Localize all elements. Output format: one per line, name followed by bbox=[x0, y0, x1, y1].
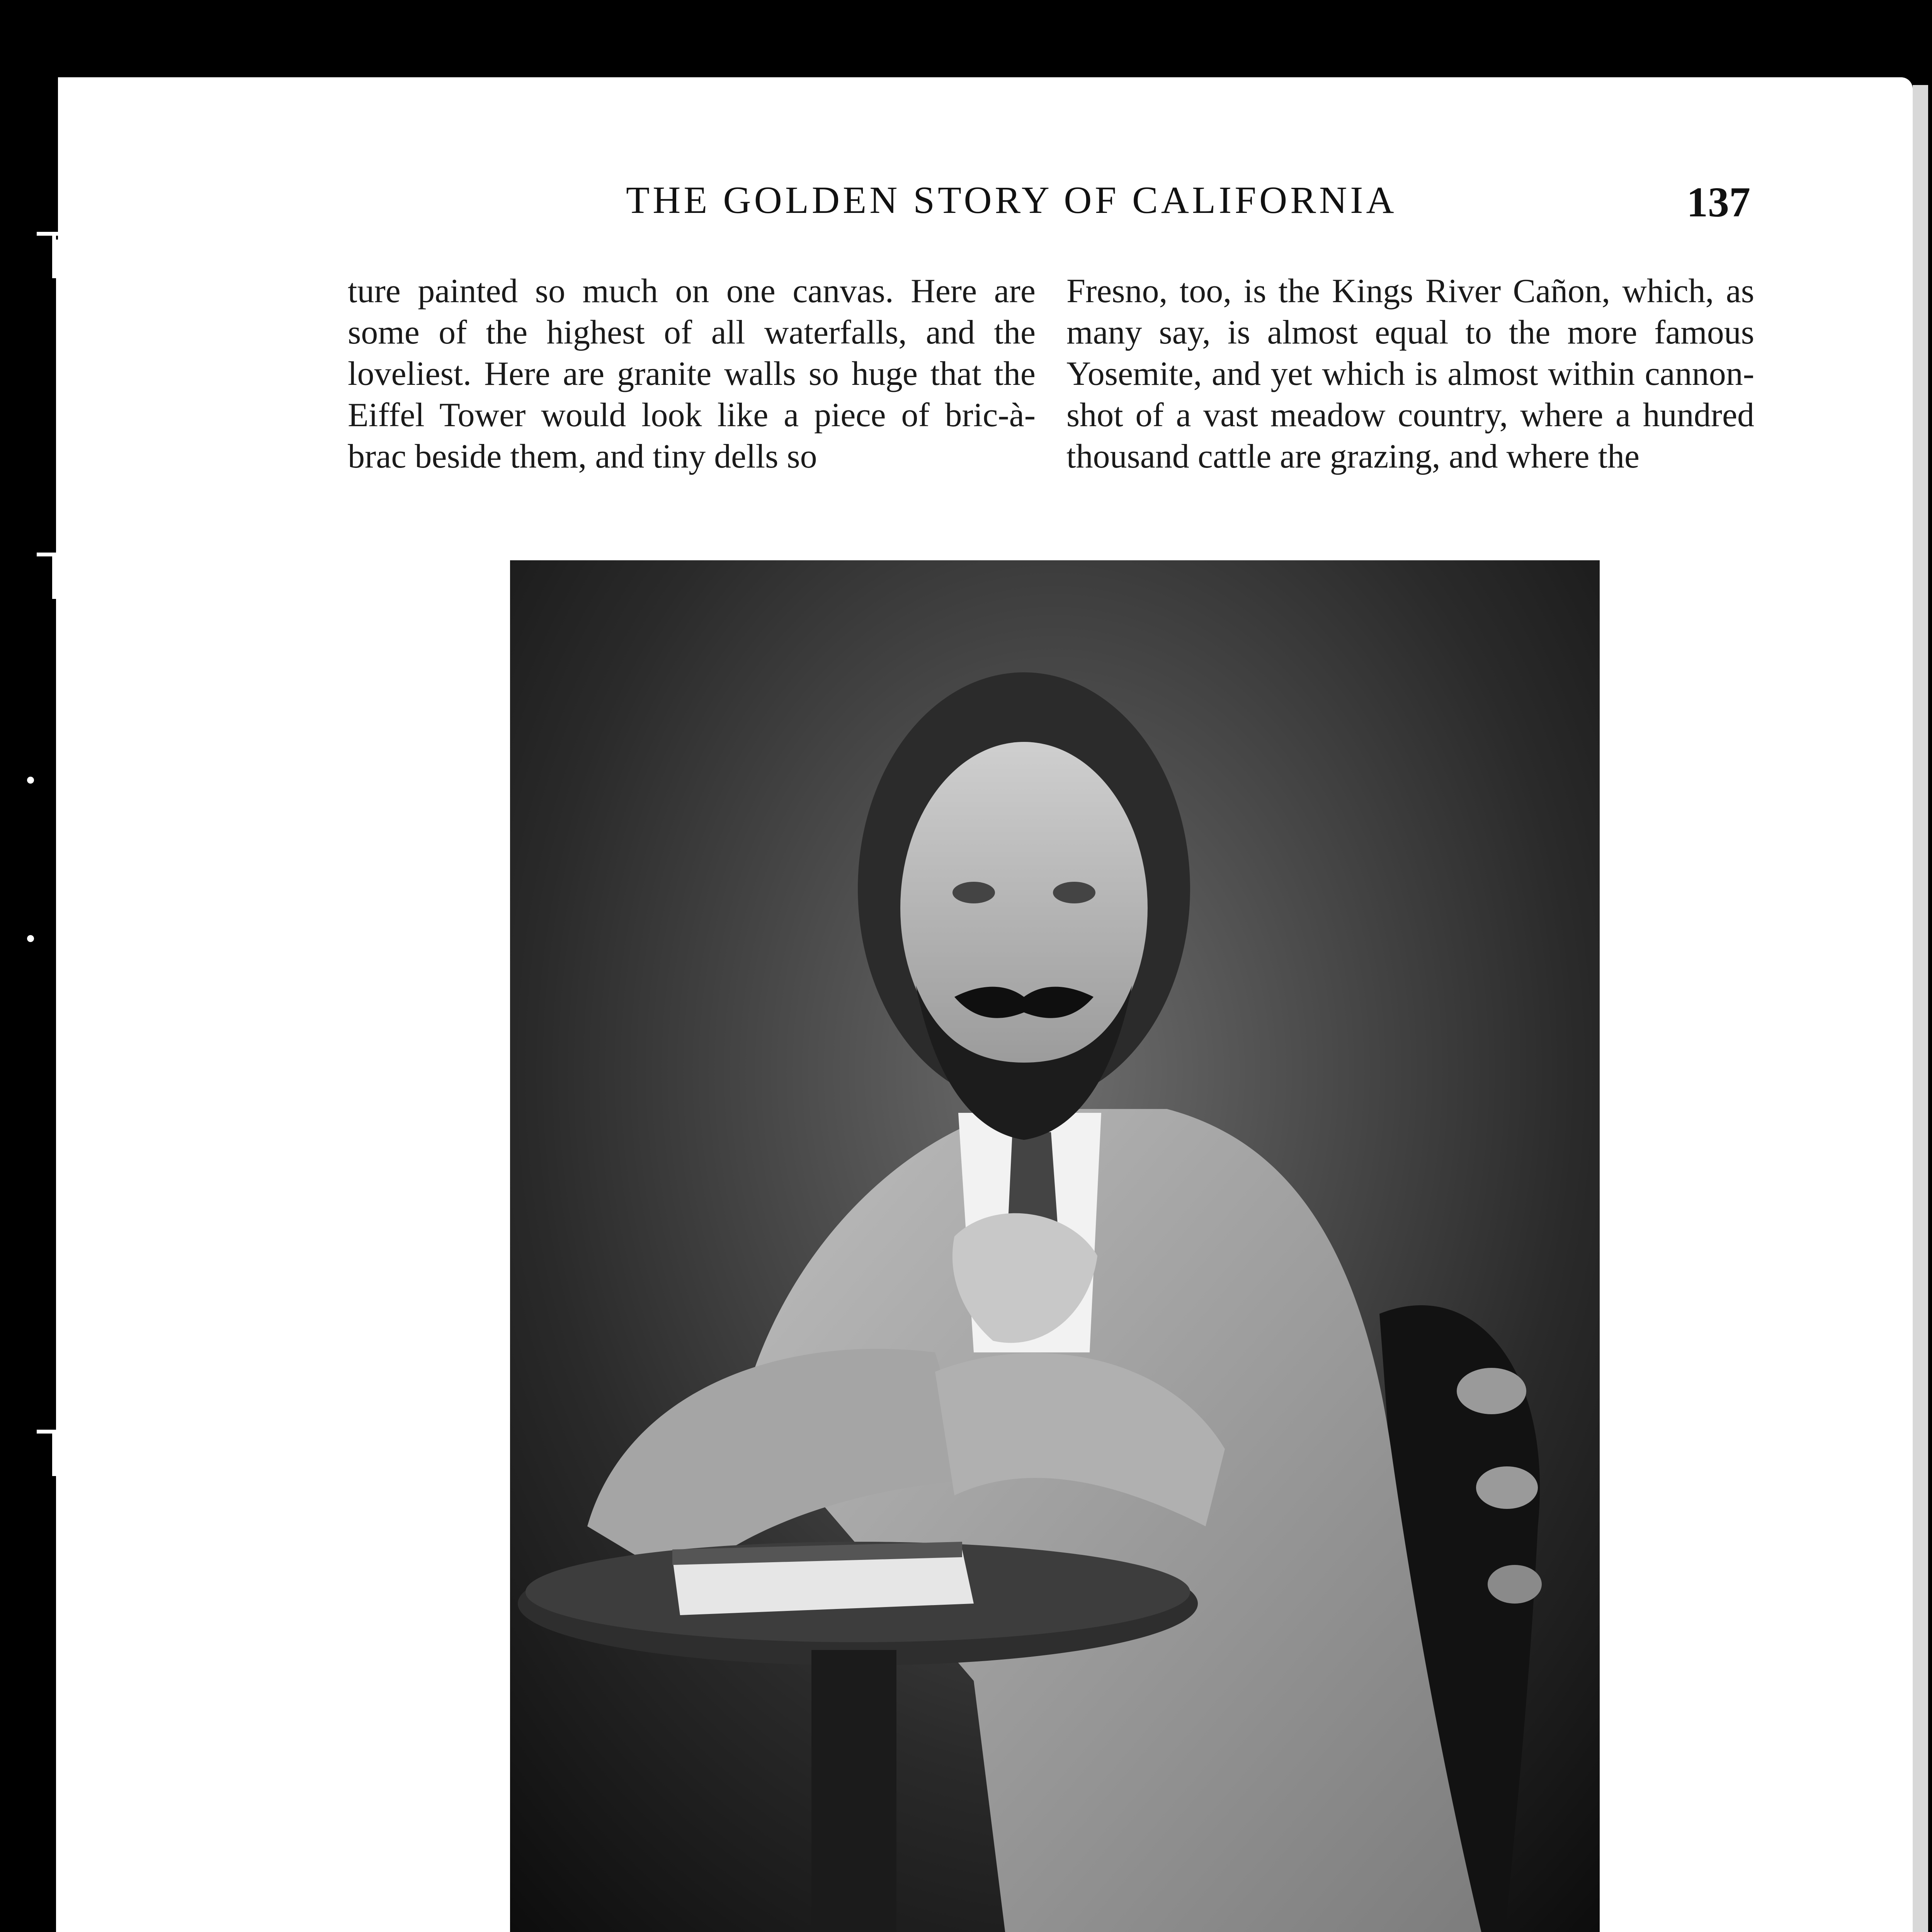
running-title: THE GOLDEN STORY OF CALIFORNIA bbox=[626, 179, 1397, 221]
paragraph: ture painted so much on one canvas. Here are some of the highest of all waterfalls, and the loveliest. Here are granite walls so huge that the Eiffel Tower would look like a piece of bric-à-brac beside them, and tiny dells so bbox=[348, 272, 1036, 475]
margin-speck bbox=[27, 935, 34, 942]
running-header bbox=[348, 178, 1750, 236]
page-number: 137 bbox=[1687, 179, 1750, 226]
portrait-photograph bbox=[510, 560, 1600, 1932]
binding-stitch bbox=[37, 553, 95, 556]
binding-stitch bbox=[37, 232, 95, 236]
binding-thread bbox=[56, 240, 60, 1932]
margin-speck bbox=[27, 777, 34, 784]
binding-stitch bbox=[37, 1430, 95, 1434]
portrait-image bbox=[510, 560, 1600, 1932]
top-right-column bbox=[1066, 270, 1754, 518]
top-left-column bbox=[348, 270, 1036, 518]
paragraph: Fresno, too, is the Kings River Cañon, which, as many say, is almost equal to the more famous Yosemite, and yet which is almost within cannon-shot of a vast meadow country, where a hundred thousand cattle are grazing, and where the bbox=[1066, 272, 1754, 475]
page-edge bbox=[1913, 85, 1928, 1932]
